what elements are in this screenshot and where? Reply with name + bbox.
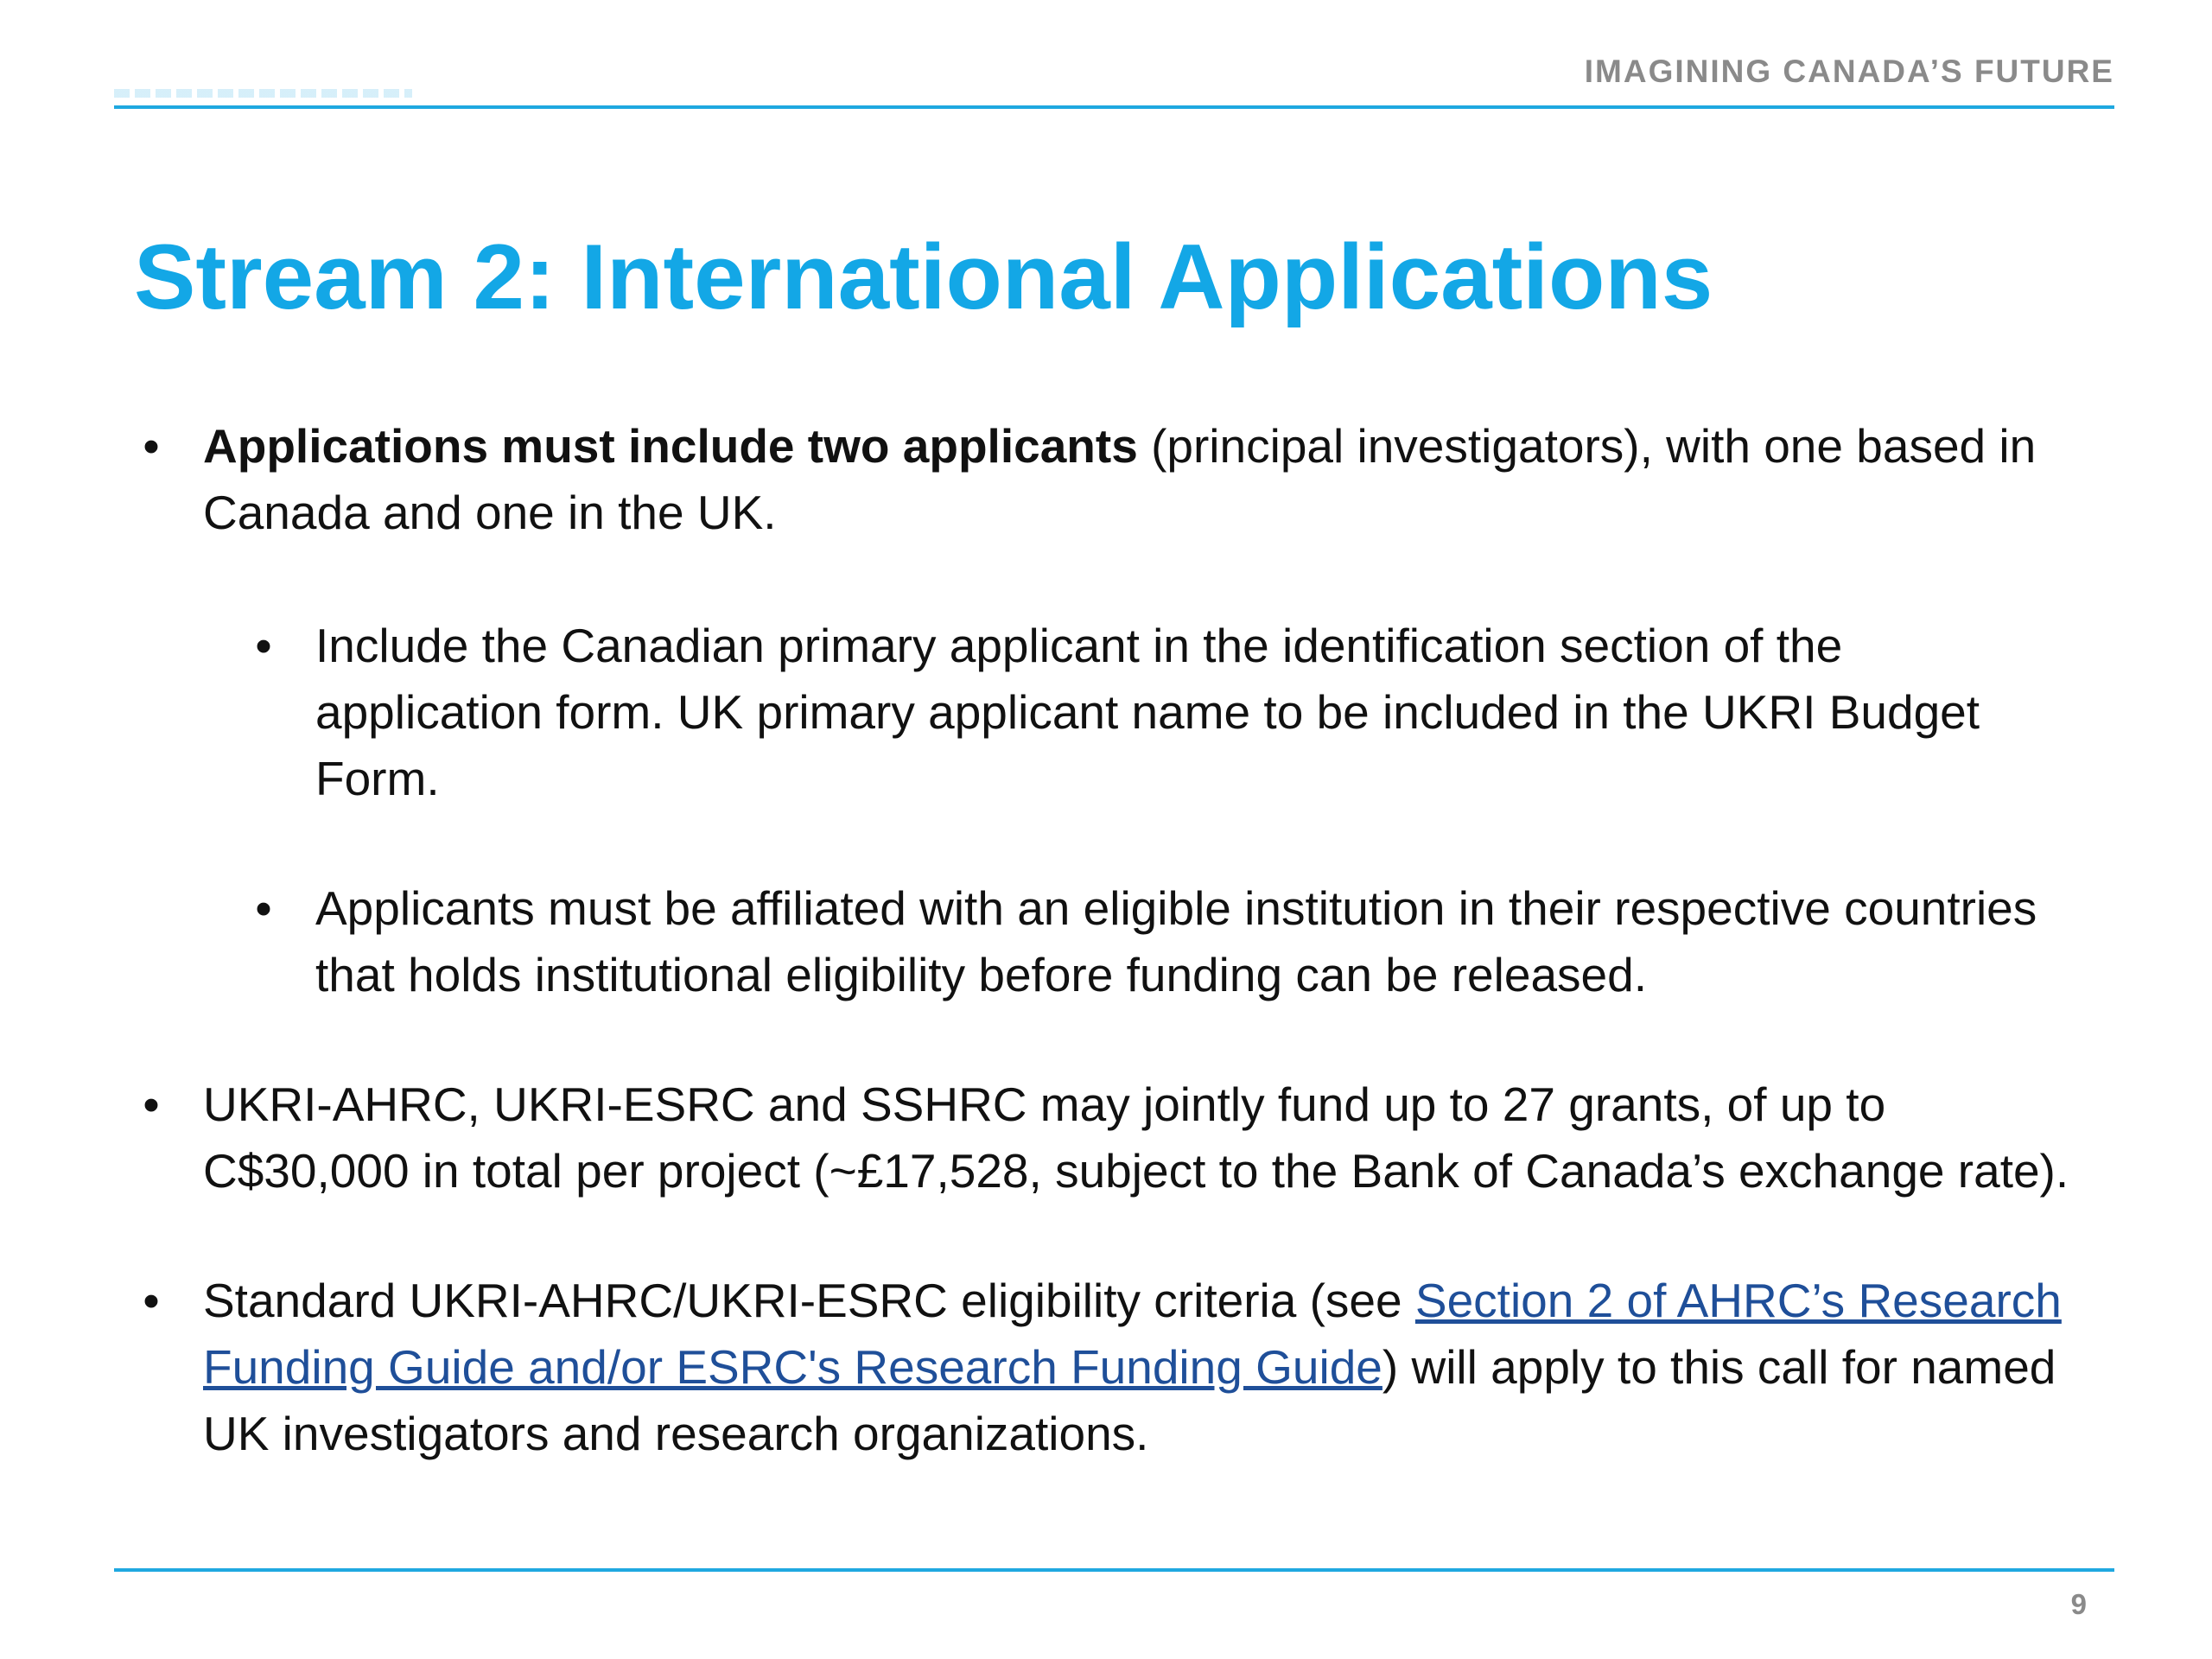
research-funding-guide-link[interactable]: Section 2 of AHRC’s Research Funding Guide and/or ESRC's Research Funding Guide: [203, 1274, 2062, 1394]
bullet-item-1: [134, 413, 2078, 546]
bullet-icon: •: [255, 619, 272, 672]
sub-bullet-2-text: Applicants must be affiliated with an eligible institution in their respective countries that holds institutional eligibility before funding can be released.: [315, 881, 2037, 1001]
header-title: IMAGINING CANADA’S FUTURE: [1584, 54, 2114, 89]
bullet-3-text-after: ) will apply to this call for named UK investigators and research organizations.: [203, 1340, 2056, 1460]
content-area: [134, 413, 2078, 1467]
bullet-icon: •: [143, 1274, 160, 1327]
bullet-icon: •: [143, 1077, 160, 1131]
slide-title: Stream 2: International Applications: [134, 225, 1713, 328]
bullet-1-bold-text: Applications must include two applicants: [203, 419, 1138, 473]
sub-bullet-1-text: Include the Canadian primary applicant in the identification section of the application form. UK primary applicant name to be included in the UKRI Budget Form.: [315, 619, 1980, 805]
bullet-icon: •: [143, 419, 160, 473]
bullet-item-2: [134, 1071, 2078, 1205]
sub-bullet-item-2: [134, 875, 2078, 1008]
bottom-divider: [114, 1568, 2114, 1572]
bullet-2-text: UKRI-AHRC, UKRI-ESRC and SSHRC may jointly fund up to 27 grants, of up to C$30,000 in total per project (~£17,528, subject to the Bank of Canada’s exchange rate).: [203, 1077, 2069, 1198]
top-divider: [114, 105, 2114, 109]
sub-bullet-item-1: [134, 613, 2078, 812]
decorative-header-mark: [114, 89, 412, 98]
page-number: 9: [2070, 1588, 2087, 1620]
bullet-icon: •: [255, 881, 272, 935]
bullet-3-text-before: Standard UKRI-AHRC/UKRI-ESRC eligibility criteria (see: [203, 1274, 1415, 1327]
bullet-item-3: [134, 1268, 2078, 1467]
bullet-1-text: (principal investigators), with one based in Canada and one in the UK.: [203, 419, 2037, 539]
